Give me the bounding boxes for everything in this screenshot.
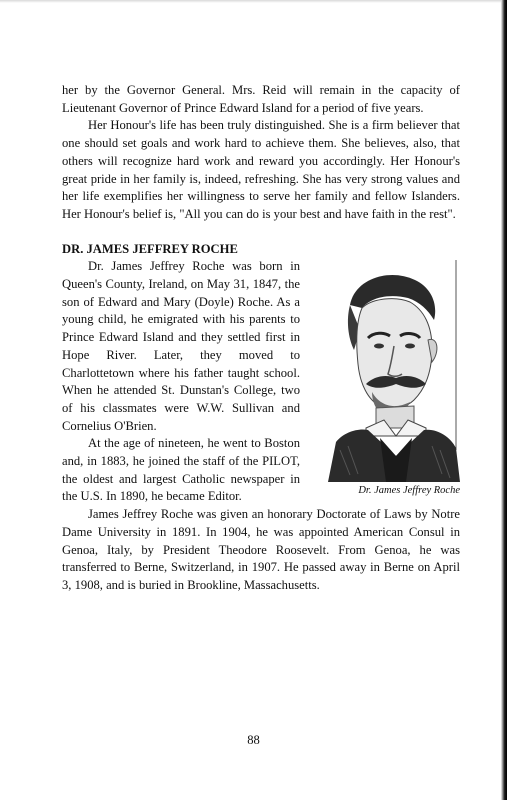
section-heading: DR. JAMES JEFFREY ROCHE	[62, 241, 238, 256]
paragraph-roche-consul: James Jeffrey Roche was given an honorary Doctorate of Laws by Notre Dame University in 1891. In 1904, he was appointed American Consul in Genoa, Italy, by President Theodore Roosevelt. From Genoa, he was transferred to Berne, Switzerland, in 1907. He passed away in Berne on April 3, 1908, and is buried in Brookline, Massachusetts.	[62, 507, 460, 592]
page-right-edge-shadow	[501, 0, 507, 800]
paragraph-her-honour: Her Honour's life has been truly distinguished. She is a firm believer that one should set goals and work hard to achieve them. She believes, also, that others will recognize hard work and reward you accordingly. Her Honour's great pride in her family is, indeed, refreshing. She has very strong values and her life exemplifies her willingness to serve her family and fellow Islanders. Her Honour's belief is, "All you can do is your best and have faith in the rest".	[62, 118, 460, 221]
page-content	[62, 82, 460, 595]
portrait-photo	[310, 260, 460, 482]
page-number: 88	[247, 733, 260, 747]
paragraph-continuation: her by the Governor General. Mrs. Reid will remain in the capacity of Lieutenant Governor of Prince Edward Island for a period of five years.	[62, 83, 460, 115]
portrait-figure	[310, 260, 460, 497]
page-top-edge	[0, 0, 507, 3]
portrait-caption: Dr. James Jeffrey Roche	[358, 485, 460, 497]
paragraph-roche-boston: At the age of nineteen, he went to Boston and, in 1883, he joined the staff of the PILOT, the oldest and largest Catholic newspaper in the U.S. In 1890, he became Editor.	[62, 436, 300, 504]
paragraph-roche-early-life: Dr. James Jeffrey Roche was born in Queen's County, Ireland, on May 31, 1847, the son of Edward and Mary (Doyle) Roche. As a young child, he emigrated with his parents to Prince Edward Island and they settled first in Hope River. Later, they moved to Charlottetown where his father taught school. When he attended St. Dunstan's College, two of his classmates were W.W. Sullivan and Cornelius O'Brien.	[62, 259, 300, 433]
